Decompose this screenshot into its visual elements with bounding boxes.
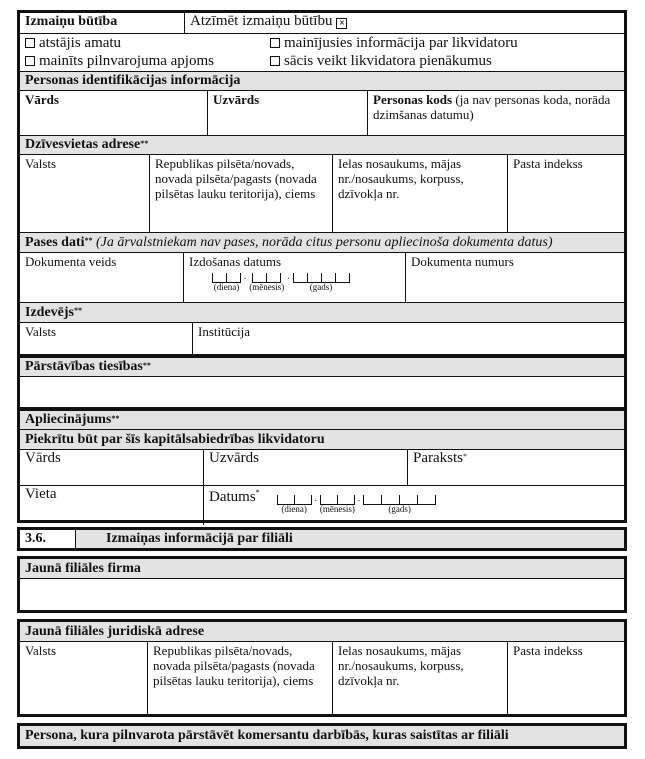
change-options <box>20 34 624 72</box>
representative-header: Persona, kura pilnvarota pārstāvēt komersantu darbībās, kuras saistītas ar filiāli <box>20 726 624 746</box>
attest-header: Apliecinājums ** <box>20 408 624 430</box>
name-field[interactable]: Vārds <box>20 91 208 135</box>
liquidator-change-form <box>17 10 627 523</box>
residence-country-field[interactable]: Valsts <box>20 155 150 232</box>
document-number-field[interactable]: Dokumenta numurs <box>411 254 514 269</box>
representative-block <box>17 723 627 749</box>
branch-firm-header: Jaunā filiāles firma <box>20 559 624 579</box>
signature-field[interactable]: Paraksts* <box>413 450 467 466</box>
issuer-institution-field[interactable]: Institūcija <box>198 324 250 339</box>
change-type-row <box>20 13 624 34</box>
issue-date-input[interactable]: (diena) . (mēnesis) . (gads) <box>209 269 353 292</box>
branch-address-block <box>17 619 627 717</box>
consent-statement: Piekrītu būt par šīs kapitālsabiedrības likvidatoru <box>20 430 624 450</box>
issue-date-field[interactable]: Izdošanas datums (diena) . (mēnesis) . (gads) <box>184 253 406 302</box>
change-type-label: Izmaiņu būtība <box>20 13 185 33</box>
option-left-resigned[interactable]: atstājis amatu <box>25 35 270 53</box>
branch-firm-field[interactable] <box>20 579 624 610</box>
checkbox-icon[interactable] <box>25 38 35 48</box>
branch-street-field[interactable]: Ielas nosaukums, mājas nr./nosaukums, korpuss, dzīvokļa nr. <box>333 642 508 714</box>
attest-surname-field[interactable]: Uzvārds <box>204 450 408 485</box>
person-id-header: Personas identifikācijas informācija <box>20 72 624 91</box>
checked-box-icon: × <box>336 18 347 29</box>
branch-country-field[interactable]: Valsts <box>20 642 148 714</box>
branch-address-header: Jaunā filiāles juridiskā adrese <box>20 622 624 642</box>
surname-field[interactable]: Uzvārds <box>208 91 368 135</box>
branch-firm-block <box>17 556 627 613</box>
attest-date-field[interactable]: Datums * (diena) . (mēnesis) . (gads) <box>204 486 624 525</box>
rights-field[interactable] <box>20 377 624 408</box>
attest-date-input[interactable]: (diena) . (mēnesis) . (gads) <box>274 491 440 514</box>
checkbox-icon[interactable] <box>270 56 280 66</box>
section-number: 3.6. <box>20 530 76 548</box>
option-started-duties[interactable]: sācis veikt likvidatora pienākumus <box>270 53 610 71</box>
branch-postal-field[interactable]: Pasta indekss <box>513 643 583 658</box>
residence-postal-field[interactable]: Pasta indekss <box>513 156 583 171</box>
mark-change-label: Atzīmēt izmaiņu būtību <box>190 13 333 29</box>
checkbox-icon[interactable] <box>270 38 280 48</box>
personal-code-field[interactable]: Personas kods (ja nav personas koda, norāda dzimšanas datumu) <box>373 92 611 122</box>
place-field[interactable]: Vieta <box>20 486 204 525</box>
issuer-country-field[interactable]: Valsts <box>20 323 193 354</box>
branch-city-field[interactable]: Republikas pilsēta/novads, novada pilsēta/pagasts (novada pilsētas lauku teritorija), ciems <box>148 642 333 714</box>
residence-city-field[interactable]: Republikas pilsēta/novads, novada pilsēta/pagasts (novada pilsētas lauku teritorija), ciems <box>150 155 333 232</box>
passport-header: Pases dati ** (Ja ārvalstniekam nav pases, norāda citus personu apliecinoša dokumenta datus) <box>20 233 624 253</box>
checkbox-icon[interactable] <box>25 56 35 66</box>
residence-street-field[interactable]: Ielas nosaukums, mājas nr./nosaukums, korpuss, dzīvokļa nr. <box>333 155 508 232</box>
option-scope-changed[interactable]: mainīts pilnvarojuma apjoms <box>25 53 270 71</box>
issuer-header: Izdevējs ** <box>20 303 624 323</box>
attest-name-field[interactable]: Vārds <box>20 450 204 485</box>
rights-header: Pārstāvības tiesības ** <box>20 355 624 377</box>
section-3-6 <box>17 527 627 551</box>
residence-header: Dzīvesvietas adrese ** <box>20 136 624 155</box>
section-title: Izmaiņas informācijā par filiāli <box>106 531 293 546</box>
option-info-changed[interactable]: mainījusies informācija par likvidatoru <box>270 35 610 53</box>
document-type-field[interactable]: Dokumenta veids <box>20 253 184 302</box>
